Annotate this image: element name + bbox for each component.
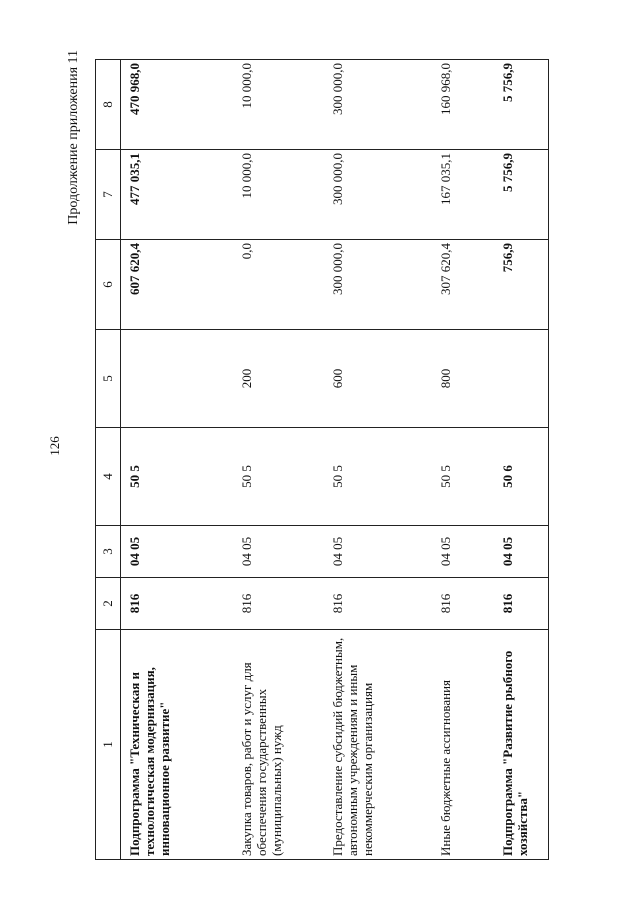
amount-cell: 300 000,0: [324, 60, 432, 150]
section-code-cell: 04 05: [432, 526, 494, 578]
section-code-cell: 04 05: [494, 526, 549, 578]
amount-cell: 0,0: [233, 240, 324, 330]
section-code-cell: 04 05: [324, 526, 432, 578]
column-header: 8: [96, 60, 121, 150]
column-header: 5: [96, 330, 121, 428]
amount-cell: 300 000,0: [324, 240, 432, 330]
table-row: [233, 60, 324, 860]
amount-cell: 160 968,0: [432, 60, 494, 150]
ministry-code-cell: 816: [432, 578, 494, 630]
column-header: 7: [96, 150, 121, 240]
table-row: [432, 60, 494, 860]
budget-allocation-table: [95, 59, 549, 860]
ministry-code-cell: 816: [494, 578, 549, 630]
expense-type-cell: [494, 330, 549, 428]
amount-cell: 756,9: [494, 240, 549, 330]
amount-cell: 10 000,0: [233, 60, 324, 150]
table-row: [121, 60, 233, 860]
page-number: 126: [47, 436, 62, 456]
section-code-cell: 04 05: [121, 526, 233, 578]
amount-cell: 167 035,1: [432, 150, 494, 240]
ministry-code-cell: 816: [233, 578, 324, 630]
expense-type-cell: [121, 330, 233, 428]
target-code-cell: 50 5: [121, 428, 233, 526]
row-name-cell: Подпрограмма "Развитие рыбного хозяйства": [494, 630, 549, 860]
amount-cell: 5 756,9: [494, 60, 549, 150]
table-row: [324, 60, 432, 860]
amount-cell: 300 000,0: [324, 150, 432, 240]
expense-type-cell: 600: [324, 330, 432, 428]
rotated-page-content: [66, 50, 565, 860]
column-header: 3: [96, 526, 121, 578]
amount-cell: 10 000,0: [233, 150, 324, 240]
expense-type-cell: 200: [233, 330, 324, 428]
target-code-cell: 50 5: [233, 428, 324, 526]
target-code-cell: 50 6: [494, 428, 549, 526]
amount-cell: 5 756,9: [494, 150, 549, 240]
column-header: 6: [96, 240, 121, 330]
amount-cell: 307 620,4: [432, 240, 494, 330]
target-code-cell: 50 5: [432, 428, 494, 526]
ministry-code-cell: 816: [121, 578, 233, 630]
column-header: 4: [96, 428, 121, 526]
amount-cell: 477 035,1: [121, 150, 233, 240]
row-name-cell: Иные бюджетные ассигнования: [432, 630, 494, 860]
section-code-cell: 04 05: [233, 526, 324, 578]
row-name-cell: Подпрограмма "Техническая и технологическая модернизация, инновационное развитие": [121, 630, 233, 860]
row-name-cell: Закупка товаров, работ и услуг для обеспечения государственных (муниципальных) нужд: [233, 630, 324, 860]
column-header: 2: [96, 578, 121, 630]
ministry-code-cell: 816: [324, 578, 432, 630]
expense-type-cell: 800: [432, 330, 494, 428]
appendix-continuation-label: Продолжение приложения 11: [66, 50, 81, 225]
column-number-row: [96, 60, 121, 860]
amount-cell: 470 968,0: [121, 60, 233, 150]
target-code-cell: 50 5: [324, 428, 432, 526]
row-name-cell: Предоставление субсидий бюджетным, автономным учреждениям и иным некоммерческим организациям: [324, 630, 432, 860]
table-row: [494, 60, 549, 860]
column-header: 1: [96, 630, 121, 860]
amount-cell: 607 620,4: [121, 240, 233, 330]
